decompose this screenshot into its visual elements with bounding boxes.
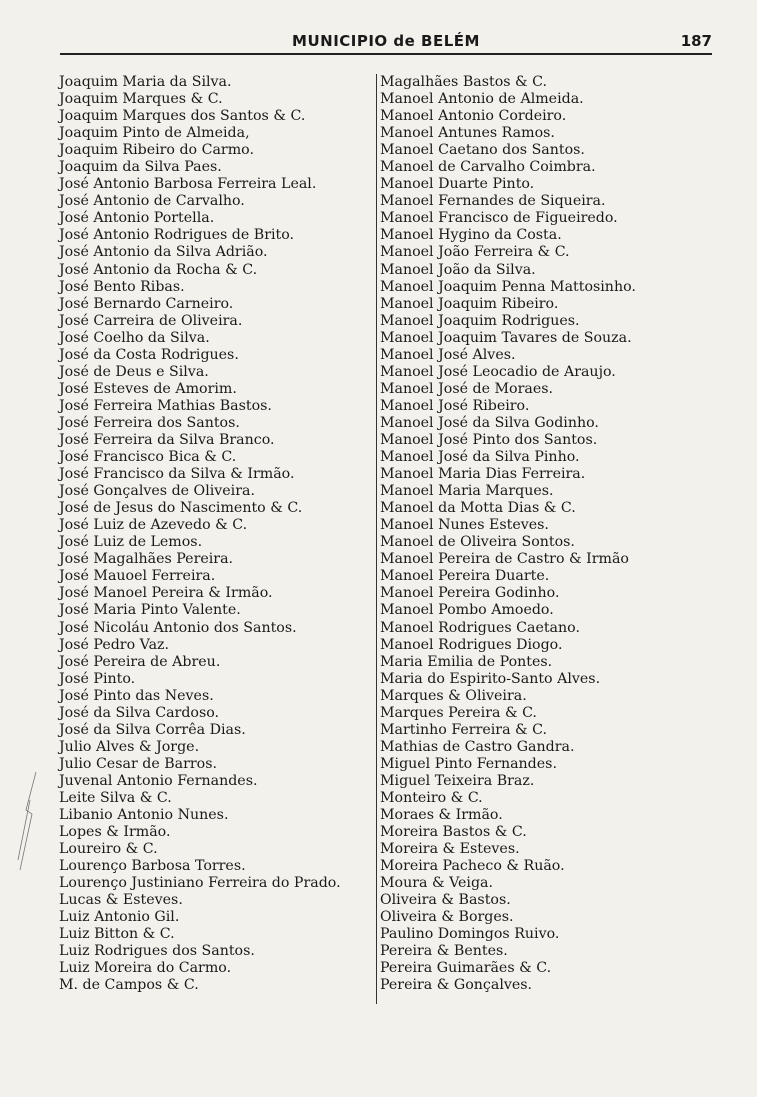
page-title: MUNICIPIO de BELÉM [292,32,480,50]
page-header [60,30,712,54]
list-item: José de Jesus do Nascimento & C. [59,500,303,517]
list-item: Magalhães Bastos & C. [380,74,548,90]
list-item: Joaquim Ribeiro do Carmo. [59,142,254,159]
list-item: Miguel Pinto Fernandes. [380,755,557,772]
list-item: José Pedro Vaz. [59,636,170,653]
list-item: José Francisco da Silva & Irmão. [59,466,295,483]
list-item: Moreira Pacheco & Ruão. [380,858,565,875]
list-item: Joaquim Maria da Silva. [59,74,232,90]
margin-pencil-mark [12,770,42,890]
list-item: Manoel Joaquim Ribeiro. [380,295,559,312]
list-item: José Antonio Rodrigues de Brito. [59,227,295,244]
list-item: José Mauoel Ferreira. [59,568,216,585]
list-item: Manoel José da Silva Pinho. [380,449,580,466]
list-item: José da Silva Corrêa Dias. [59,721,246,738]
right-column-list [380,74,715,995]
list-item: Manoel José Alves. [380,346,516,363]
list-item: José Pinto das Neves. [59,687,214,704]
list-item: Loureiro & C. [59,841,158,858]
list-item: José Bento Ribas. [59,278,185,295]
list-item: Manoel Maria Marques. [380,483,554,500]
list-item: Manoel Maria Dias Ferreira. [380,466,586,483]
list-item: Lourenço Barbosa Torres. [59,858,246,875]
list-item: Manoel Hygino da Costa. [380,227,562,244]
list-item: Manoel João da Silva. [380,261,536,278]
list-item: Manoel Pereira Duarte. [380,568,550,585]
list-item: José Manoel Pereira & Irmão. [59,585,273,602]
list-item: Mathias de Castro Gandra. [380,738,575,755]
list-item: Manoel Pereira de Castro & Irmão [380,551,629,568]
list-item: José Pinto. [59,670,136,687]
list-item: José Antonio da Silva Adrião. [59,244,268,261]
list-item: Maria do Espirito-Santo Alves. [380,670,601,687]
list-item: Manoel José Pinto dos Santos. [380,431,598,448]
list-item: José Bernardo Carneiro. [59,295,234,312]
list-item: José Antonio Portella. [59,210,215,227]
list-item: Luiz Moreira do Carmo. [59,960,232,977]
list-item: Luiz Rodrigues dos Santos. [59,943,255,960]
list-item: Paulino Domingos Ruivo. [380,926,560,943]
list-item: Monteiro & C. [380,789,483,806]
list-item: Juvenal Antonio Fernandes. [59,772,258,789]
list-item: Marques & Oliveira. [380,687,527,704]
list-item: José Antonio da Rocha & C. [59,261,258,278]
list-item: Manoel José de Moraes. [380,380,554,397]
list-item: José Gonçalves de Oliveira. [59,483,255,500]
list-item: Moreira & Esteves. [380,841,520,858]
list-item: José Ferreira Mathias Bastos. [59,397,272,414]
list-item: Manoel Antunes Ramos. [380,125,555,142]
list-item: José Maria Pinto Valente. [59,602,241,619]
list-item: José Carreira de Oliveira. [59,312,243,329]
list-item: Miguel Teixeira Braz. [380,772,535,789]
list-item: Manoel Fernandes de Siqueira. [380,193,606,210]
list-item: Libanio Antonio Nunes. [59,807,229,824]
list-item: Oliveira & Borges. [380,909,514,926]
list-item: Leite Silva & C. [59,789,172,806]
list-item: Manoel Francisco de Figueiredo. [380,210,618,227]
column-divider [376,74,377,1004]
list-item: Lucas & Esteves. [59,892,183,909]
list-item: Manoel José Leocadio de Araujo. [380,363,616,380]
list-item: Martinho Ferreira & C. [380,721,548,738]
list-item: Manoel Joaquim Penna Mattosinho. [380,278,636,295]
list-item: Manoel João Ferreira & C. [380,244,570,261]
list-item: Manoel Nunes Esteves. [380,517,549,534]
list-item: José Francisco Bica & C. [59,449,237,466]
list-item: Manoel José da Silva Godinho. [380,414,599,431]
list-item: Marques Pereira & C. [380,704,537,721]
list-item: Julio Alves & Jorge. [59,738,200,755]
list-item: Luiz Antonio Gil. [59,909,180,926]
list-item: José Coelho da Silva. [59,329,210,346]
list-item: José da Silva Cardoso. [59,704,220,721]
list-item: Luiz Bitton & C. [59,926,175,943]
list-item: Manoel de Oliveira Sontos. [380,534,575,551]
list-item: José de Deus e Silva. [59,363,209,380]
list-item: José da Costa Rodrigues. [59,346,239,363]
list-item: Moura & Veiga. [380,875,494,892]
page-number: 187 [680,32,712,50]
list-item: Manoel Rodrigues Caetano. [380,619,580,636]
list-item: José Magalhães Pereira. [59,551,234,568]
list-item: Oliveira & Bastos. [380,892,511,909]
list-item: Manoel Rodrigues Diogo. [380,636,563,653]
list-item: Joaquim Pinto de Almeida, [59,125,250,142]
list-item: Pereira Guimarães & C. [380,960,552,977]
list-item: Manoel Antonio de Almeida. [380,91,584,108]
list-item: José Antonio de Carvalho. [59,193,245,210]
list-item: Manoel Duarte Pinto. [380,176,535,193]
list-item: José Ferreira da Silva Branco. [59,431,275,448]
list-item: Joaquim Marques dos Santos & C. [59,108,306,125]
left-column-list [59,74,375,995]
list-item: Moreira Bastos & C. [380,824,527,841]
list-item: Manoel Antonio Cordeiro. [380,108,567,125]
list-item: José Antonio Barbosa Ferreira Leal. [59,176,317,193]
list-item: Lopes & Irmão. [59,824,171,841]
list-item: Joaquim da Silva Paes. [59,159,222,176]
list-item: M. de Campos & C. [59,977,199,994]
list-item: José Nicoláu Antonio dos Santos. [59,619,297,636]
list-item: Julio Cesar de Barros. [59,755,218,772]
list-item: Manoel Caetano dos Santos. [380,142,585,159]
list-item: Pereira & Bentes. [380,943,508,960]
list-item: José Luiz de Lemos. [59,534,203,551]
header-rule [60,53,712,55]
list-item: Maria Emilia de Pontes. [380,653,553,670]
list-item: Manoel Joaquim Tavares de Souza. [380,329,632,346]
list-item: Manoel Pereira Godinho. [380,585,560,602]
list-item: Pereira & Gonçalves. [380,977,533,994]
list-item: Manoel de Carvalho Coimbra. [380,159,596,176]
list-item: Manoel José Ribeiro. [380,397,530,414]
list-item: José Ferreira dos Santos. [59,414,240,431]
list-item: Manoel da Motta Dias & C. [380,500,576,517]
list-item: José Esteves de Amorim. [59,380,237,397]
list-item: Lourenço Justiniano Ferreira do Prado. [59,875,341,892]
list-item: Manoel Joaquim Rodrigues. [380,312,580,329]
list-item: José Luiz de Azevedo & C. [59,517,248,534]
list-item: Joaquim Marques & C. [59,91,223,108]
list-item: José Pereira de Abreu. [59,653,221,670]
list-item: Manoel Pombo Amoedo. [380,602,554,619]
list-item: Moraes & Irmão. [380,807,503,824]
